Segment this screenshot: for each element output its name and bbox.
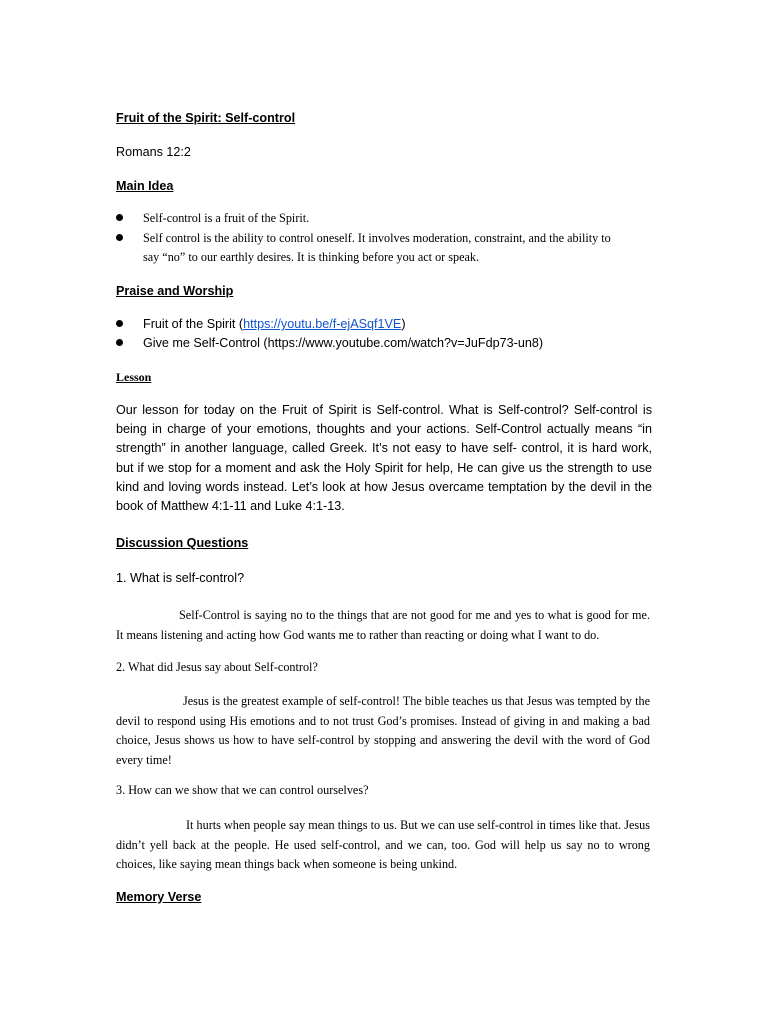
answer-2: Jesus is the greatest example of self-control! The bible teaches us that Jesus was tempted by the devil to respond using His emotions and to not trust God’s promises. Instead of giving in and making a bad choice, Jesus shows us how to have self-control by stopping and answering the devil with the word of God every time! bbox=[116, 694, 650, 767]
lesson-heading: Lesson bbox=[116, 370, 152, 384]
praise-item-1-suffix: ) bbox=[401, 317, 406, 331]
memory-verse-heading: Memory Verse bbox=[116, 890, 202, 904]
bullet-icon bbox=[116, 320, 123, 327]
praise-item-1-link[interactable]: https://youtu.be/f-ejASqf1VE bbox=[243, 317, 402, 331]
question-1: 1. What is self-control? bbox=[116, 571, 245, 585]
bullet-icon bbox=[116, 234, 123, 241]
main-idea-heading: Main Idea bbox=[116, 179, 174, 193]
bullet-icon bbox=[116, 214, 123, 221]
question-2: 2. What did Jesus say about Self-control? bbox=[116, 660, 318, 674]
main-idea-bullet-2-cont: say “no” to our earthly desires. It is thinking before you act or speak. bbox=[143, 250, 480, 264]
lesson-body: Our lesson for today on the Fruit of Spirit is Self-control. What is Self-control? Self-control is being in charge of your emotions, thoughts and your actions. Self-Control actually means “in strength” in another language, called Greek. It’s not easy to have self- control, it is hard work, but if we stop for a moment and ask the Holy Spirit for help, He can give us the strength to use kind and loving words instead. Let’s look at how Jesus overcame temptation by the devil in the book of Matthew 4:1-11 and Luke 4:1-13. bbox=[116, 403, 652, 514]
praise-item-1-label: Fruit of the Spirit ( bbox=[143, 317, 244, 331]
answer-3: It hurts when people say mean things to us. But we can use self-control in times like that. Jesus didn’t yell back at the people. He used self-control, and we can, too. God will help us say no to wrong choices, like saying mean things back when someone is being unkind. bbox=[116, 818, 650, 872]
doc-title: Fruit of the Spirit: Self-control bbox=[116, 111, 296, 125]
answer-1: Self-Control is saying no to the things that are not good for me and yes to what is good for me. It means listening and acting how God wants me to rather than reacting or doing what I want to do. bbox=[116, 608, 650, 642]
main-idea-bullet-1: Self-control is a fruit of the Spirit. bbox=[143, 211, 310, 225]
bullet-icon bbox=[116, 339, 123, 346]
praise-item-2: Give me Self-Control (https://www.youtube.com/watch?v=JuFdp73-un8) bbox=[143, 336, 544, 350]
praise-heading: Praise and Worship bbox=[116, 284, 234, 298]
scripture-reference: Romans 12:2 bbox=[116, 145, 191, 159]
discussion-heading: Discussion Questions bbox=[116, 536, 249, 550]
question-3: 3. How can we show that we can control ourselves? bbox=[116, 783, 369, 797]
praise-item-1 bbox=[143, 317, 406, 331]
main-idea-bullet-2: Self control is the ability to control oneself. It involves moderation, constraint, and the ability to bbox=[143, 231, 611, 245]
